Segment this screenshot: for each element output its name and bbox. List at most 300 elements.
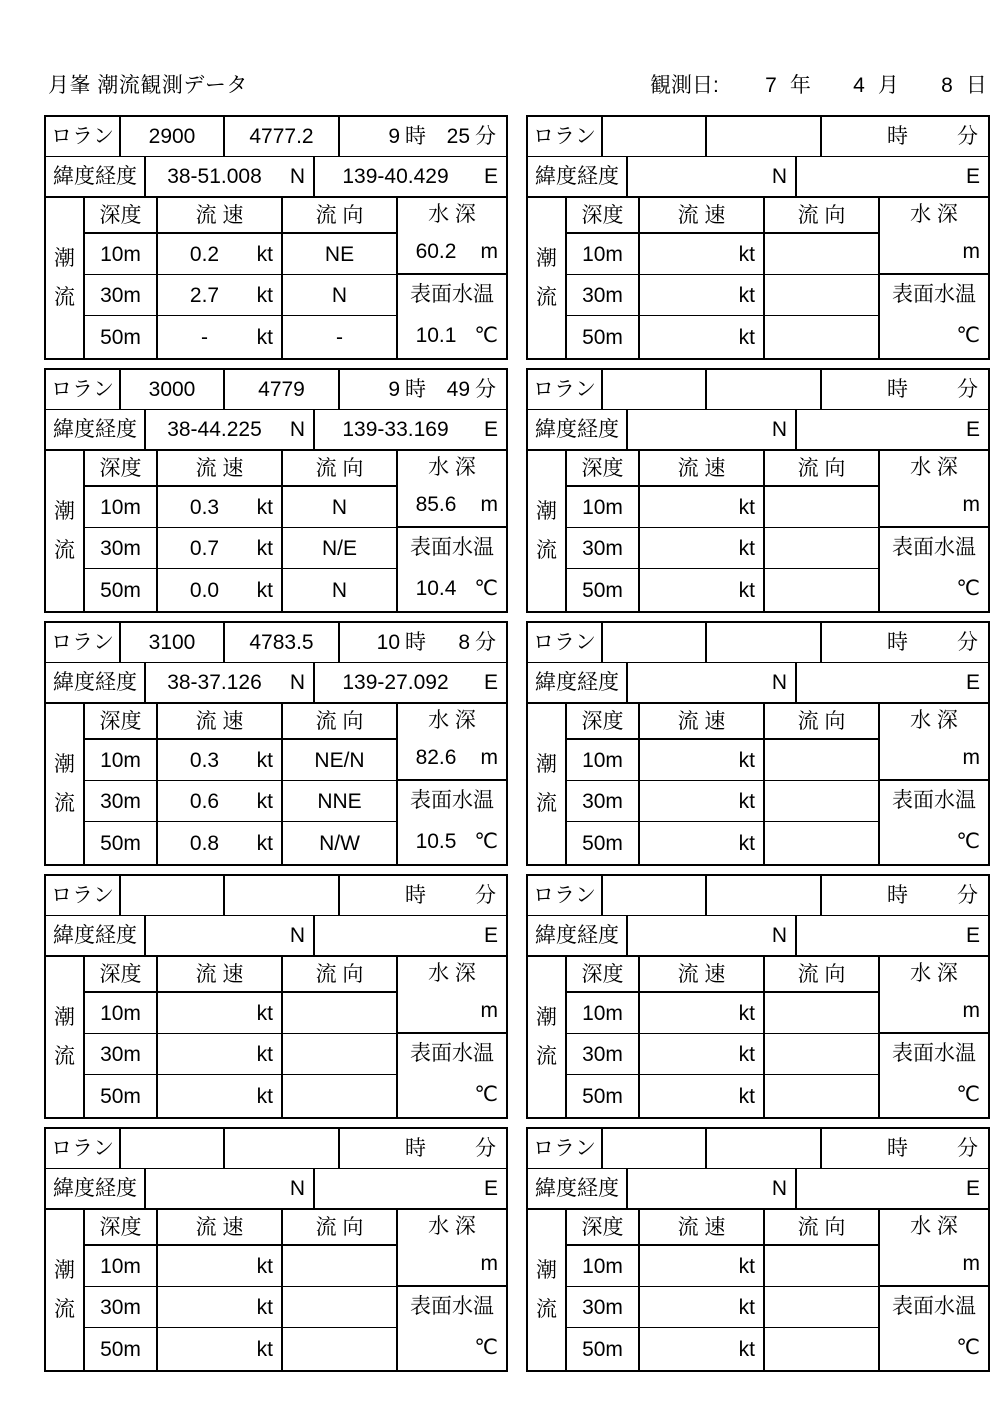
water-depth-cell	[398, 957, 506, 1034]
latlon-label: 緯度経度	[528, 916, 628, 955]
current-table	[46, 198, 506, 358]
latitude-cell	[628, 663, 797, 702]
current-table	[46, 1210, 506, 1370]
tidal-current-char-1: 潮	[54, 753, 75, 776]
latlon-row	[46, 663, 506, 704]
minute-unit-label: 分	[475, 884, 496, 907]
station-block	[526, 115, 990, 360]
latlon-row	[46, 1169, 506, 1210]
surface-temp-cell	[398, 1287, 506, 1370]
time-cell	[340, 1129, 506, 1168]
time-cell	[822, 1129, 988, 1168]
kt-unit-label: kt	[738, 1337, 755, 1361]
tidal-current-char-1: 潮	[54, 1259, 75, 1282]
depth-row-label-50m: 50m	[85, 822, 158, 864]
speed-cell-10m	[158, 740, 283, 781]
hour-unit-label: 時	[405, 631, 426, 654]
speed-header: 流 速	[158, 957, 283, 993]
water-depth-cell	[398, 704, 506, 781]
tidal-current-char-1: 潮	[536, 1259, 557, 1282]
current-table	[528, 704, 988, 864]
kt-unit-label: kt	[256, 242, 273, 266]
hour-unit-label: 時	[887, 1137, 908, 1160]
latlon-label: 緯度経度	[46, 916, 146, 955]
water-depth-cell	[398, 451, 506, 528]
loran-value-1	[603, 370, 707, 409]
hour-value: 9	[388, 125, 400, 148]
direction-value-30m: N/E	[283, 528, 398, 569]
minute-unit-label: 分	[957, 631, 978, 654]
loran-value-2: 4779	[225, 370, 340, 409]
speed-cell-30m	[158, 1034, 283, 1075]
surface-temp-label: 表面水温	[410, 1041, 494, 1065]
longitude-cell	[797, 663, 988, 702]
loran-value-1: 3000	[121, 370, 225, 409]
kt-unit-label: kt	[256, 1084, 273, 1108]
loran-value-1: 3100	[121, 623, 225, 662]
loran-label: ロラン	[528, 1129, 603, 1168]
kt-unit-label: kt	[738, 1084, 755, 1108]
latitude-cell	[146, 157, 315, 196]
tidal-current-char-1: 潮	[536, 500, 557, 523]
longitude-cell	[797, 410, 988, 449]
kt-unit-label: kt	[738, 1254, 755, 1278]
depth-row-label-30m: 30m	[85, 275, 158, 316]
depth-row-label-50m: 50m	[85, 1075, 158, 1117]
direction-header: 流 向	[283, 451, 398, 487]
surface-temp-label: 表面水温	[892, 282, 976, 306]
surface-temp-label: 表面水温	[892, 788, 976, 812]
depth-row-label-50m: 50m	[567, 316, 640, 358]
direction-value-10m: NE	[283, 234, 398, 275]
kt-unit-label: kt	[256, 283, 273, 307]
direction-value-10m	[765, 234, 880, 275]
year-unit-label: 年	[789, 74, 811, 97]
speed-cell-50m	[158, 316, 283, 358]
current-table	[46, 704, 506, 864]
loran-label: ロラン	[46, 623, 121, 662]
station-block	[44, 621, 508, 866]
loran-label: ロラン	[46, 1129, 121, 1168]
tidal-current-char-1: 潮	[536, 247, 557, 270]
latitude-cell	[146, 1169, 315, 1208]
tidal-current-label	[46, 451, 85, 611]
depth-row-label-10m: 10m	[567, 740, 640, 781]
surface-temp-cell	[398, 1034, 506, 1117]
north-label: N	[289, 671, 305, 694]
water-depth-header: 水 深	[910, 1214, 958, 1238]
speed-header: 流 速	[640, 198, 765, 234]
latitude-cell	[146, 663, 315, 702]
surface-temp-value: 10.5	[415, 830, 457, 853]
kt-unit-label: kt	[738, 831, 755, 855]
tidal-current-label	[528, 704, 567, 864]
station-block	[526, 621, 990, 866]
speed-cell-10m	[640, 740, 765, 781]
depth-header: 深度	[567, 451, 640, 487]
east-label: E	[965, 671, 980, 694]
depth-row-label-50m: 50m	[85, 1328, 158, 1370]
loran-label: ロラン	[46, 370, 121, 409]
direction-value-10m	[283, 1246, 398, 1287]
north-label: N	[771, 165, 787, 188]
depth-header: 深度	[85, 704, 158, 740]
east-label: E	[483, 924, 498, 947]
time-cell	[822, 370, 988, 409]
tidal-current-label	[528, 957, 567, 1117]
depth-row-label-50m: 50m	[567, 1075, 640, 1117]
celsius-unit-label: ℃	[956, 1083, 980, 1106]
water-depth-header: 水 深	[428, 961, 476, 985]
minute-unit-label: 分	[475, 125, 496, 148]
direction-value-10m	[765, 1246, 880, 1287]
direction-value-10m	[765, 487, 880, 528]
speed-header: 流 速	[640, 1210, 765, 1246]
kt-unit-label: kt	[256, 1254, 273, 1278]
east-label: E	[483, 1177, 498, 1200]
depth-row-label-30m: 30m	[85, 781, 158, 822]
water-depth-cell	[880, 704, 988, 781]
direction-header: 流 向	[283, 704, 398, 740]
minute-unit-label: 分	[475, 378, 496, 401]
surface-temp-cell	[880, 1034, 988, 1117]
direction-value-50m	[765, 1328, 880, 1370]
hour-unit-label: 時	[887, 631, 908, 654]
day-unit-label: 日	[965, 74, 987, 97]
latlon-label: 緯度経度	[528, 1169, 628, 1208]
surface-temp-label: 表面水温	[410, 1294, 494, 1318]
speed-cell-50m	[640, 569, 765, 611]
latlon-row	[528, 663, 988, 704]
kt-unit-label: kt	[738, 1295, 755, 1319]
time-cell	[340, 370, 506, 409]
north-label: N	[771, 1177, 787, 1200]
depth-row-label-10m: 10m	[85, 487, 158, 528]
latitude-cell	[146, 410, 315, 449]
loran-value-1	[603, 117, 707, 156]
direction-value-10m	[765, 993, 880, 1034]
direction-value-10m	[283, 993, 398, 1034]
water-depth-header: 水 深	[910, 455, 958, 479]
direction-value-30m	[765, 781, 880, 822]
loran-value-2: 4783.5	[225, 623, 340, 662]
depth-row-label-30m: 30m	[567, 275, 640, 316]
direction-header: 流 向	[765, 704, 880, 740]
speed-value-30m: 2.7	[189, 283, 220, 307]
direction-header: 流 向	[283, 957, 398, 993]
direction-value-50m	[283, 1328, 398, 1370]
celsius-unit-label: ℃	[956, 577, 980, 600]
speed-cell-30m	[158, 528, 283, 569]
loran-value-2	[707, 370, 822, 409]
water-depth-cell	[880, 957, 988, 1034]
depth-row-label-30m: 30m	[85, 528, 158, 569]
observation-year-value: 7	[765, 74, 777, 97]
speed-cell-10m	[158, 487, 283, 528]
latlon-row	[46, 410, 506, 451]
depth-header: 深度	[567, 198, 640, 234]
water-depth-cell	[880, 451, 988, 528]
direction-value-50m	[765, 569, 880, 611]
latitude-cell	[628, 916, 797, 955]
direction-header: 流 向	[283, 1210, 398, 1246]
meter-unit-label: m	[480, 746, 498, 769]
depth-row-label-50m: 50m	[85, 316, 158, 358]
east-label: E	[483, 165, 498, 188]
hour-unit-label: 時	[405, 884, 426, 907]
speed-cell-30m	[158, 275, 283, 316]
observation-date	[650, 75, 987, 96]
speed-value-10m: 0.2	[189, 242, 220, 266]
surface-temp-cell	[398, 528, 506, 611]
north-label: N	[289, 924, 305, 947]
station-block	[44, 874, 508, 1119]
depth-header: 深度	[85, 1210, 158, 1246]
depth-row-label-10m: 10m	[567, 993, 640, 1034]
east-label: E	[483, 671, 498, 694]
celsius-unit-label: ℃	[956, 830, 980, 853]
speed-value-30m: 0.6	[189, 789, 220, 813]
meter-unit-label: m	[480, 999, 498, 1022]
kt-unit-label: kt	[738, 789, 755, 813]
speed-cell-10m	[640, 487, 765, 528]
surface-temp-label: 表面水温	[410, 535, 494, 559]
depth-row-label-30m: 30m	[567, 1034, 640, 1075]
meter-unit-label: m	[962, 746, 980, 769]
celsius-unit-label: ℃	[956, 1336, 980, 1359]
hour-value: 9	[388, 378, 400, 401]
hour-unit-label: 時	[405, 125, 426, 148]
surface-temp-value: 10.1	[415, 324, 457, 347]
tidal-current-char-2: 流	[536, 792, 557, 815]
depth-row-label-10m: 10m	[567, 1246, 640, 1287]
tidal-current-char-1: 潮	[54, 1006, 75, 1029]
loran-row	[528, 876, 988, 916]
east-label: E	[965, 165, 980, 188]
station-block	[526, 368, 990, 613]
tidal-current-label	[528, 1210, 567, 1370]
kt-unit-label: kt	[738, 578, 755, 602]
kt-unit-label: kt	[738, 495, 755, 519]
latlon-label: 緯度経度	[46, 410, 146, 449]
north-label: N	[771, 924, 787, 947]
tidal-current-char-2: 流	[54, 792, 75, 815]
direction-value-50m	[765, 822, 880, 864]
speed-cell-30m	[640, 1034, 765, 1075]
station-block	[44, 368, 508, 613]
depth-row-label-10m: 10m	[85, 993, 158, 1034]
surface-temp-cell	[880, 781, 988, 864]
speed-header: 流 速	[640, 957, 765, 993]
kt-unit-label: kt	[738, 1042, 755, 1066]
loran-label: ロラン	[528, 623, 603, 662]
longitude-value: 139-27.092	[342, 671, 449, 694]
loran-label: ロラン	[528, 117, 603, 156]
north-label: N	[771, 671, 787, 694]
depth-row-label-30m: 30m	[567, 1287, 640, 1328]
speed-cell-50m	[640, 822, 765, 864]
tidal-current-label	[46, 704, 85, 864]
depth-row-label-10m: 10m	[85, 1246, 158, 1287]
longitude-cell	[315, 157, 506, 196]
tidal-current-char-2: 流	[54, 1298, 75, 1321]
kt-unit-label: kt	[256, 578, 273, 602]
direction-value-30m	[765, 1034, 880, 1075]
loran-value-1	[603, 1129, 707, 1168]
page-title: 月峯 潮流観測データ	[48, 74, 248, 97]
tidal-current-char-2: 流	[54, 286, 75, 309]
latlon-row	[528, 1169, 988, 1210]
tidal-current-char-2: 流	[536, 539, 557, 562]
loran-row	[46, 876, 506, 916]
speed-cell-10m	[640, 234, 765, 275]
minute-unit-label: 分	[957, 125, 978, 148]
water-depth-value: 82.6	[415, 746, 457, 769]
celsius-unit-label: ℃	[474, 577, 498, 600]
depth-row-label-10m: 10m	[85, 234, 158, 275]
direction-value-10m: N	[283, 487, 398, 528]
longitude-cell	[315, 916, 506, 955]
kt-unit-label: kt	[738, 325, 755, 349]
hour-unit-label: 時	[887, 125, 908, 148]
observation-date-label: 観測日:	[650, 74, 719, 97]
direction-value-30m	[765, 528, 880, 569]
surface-temp-value: 10.4	[415, 577, 457, 600]
speed-cell-50m	[158, 1328, 283, 1370]
tidal-current-char-1: 潮	[536, 753, 557, 776]
tidal-current-char-2: 流	[536, 1298, 557, 1321]
depth-row-label-10m: 10m	[85, 740, 158, 781]
surface-temp-cell	[880, 275, 988, 358]
kt-unit-label: kt	[738, 748, 755, 772]
stations-grid	[44, 115, 990, 1372]
north-label: N	[289, 165, 305, 188]
latitude-cell	[628, 157, 797, 196]
tidal-current-label	[46, 198, 85, 358]
direction-value-50m: N	[283, 569, 398, 611]
longitude-value: 139-40.429	[342, 165, 449, 188]
hour-unit-label: 時	[405, 1137, 426, 1160]
minute-value: 49	[446, 378, 470, 401]
latlon-row	[528, 410, 988, 451]
water-depth-value: 60.2	[415, 240, 457, 263]
loran-value-2: 4777.2	[225, 117, 340, 156]
tidal-current-char-2: 流	[54, 539, 75, 562]
east-label: E	[965, 924, 980, 947]
water-depth-cell	[398, 198, 506, 275]
tidal-current-char-1: 潮	[54, 247, 75, 270]
tidal-current-label	[46, 957, 85, 1117]
water-depth-header: 水 深	[428, 455, 476, 479]
depth-row-label-50m: 50m	[85, 569, 158, 611]
longitude-cell	[797, 157, 988, 196]
celsius-unit-label: ℃	[474, 830, 498, 853]
direction-value-10m	[765, 740, 880, 781]
meter-unit-label: m	[480, 1252, 498, 1275]
loran-value-2	[707, 117, 822, 156]
loran-row	[528, 117, 988, 157]
speed-value-10m: 0.3	[189, 495, 220, 519]
meter-unit-label: m	[962, 999, 980, 1022]
minute-unit-label: 分	[475, 1137, 496, 1160]
speed-cell-50m	[158, 569, 283, 611]
hour-value: 10	[376, 631, 400, 654]
direction-value-50m	[283, 1075, 398, 1117]
surface-temp-cell	[398, 275, 506, 358]
latlon-label: 緯度経度	[46, 663, 146, 702]
east-label: E	[483, 418, 498, 441]
latlon-label: 緯度経度	[528, 410, 628, 449]
direction-header: 流 向	[765, 451, 880, 487]
speed-cell-10m	[158, 993, 283, 1034]
water-depth-cell	[398, 1210, 506, 1287]
direction-value-30m	[283, 1287, 398, 1328]
time-cell	[340, 876, 506, 915]
current-table	[528, 451, 988, 611]
depth-row-label-30m: 30m	[85, 1287, 158, 1328]
surface-temp-cell	[880, 1287, 988, 1370]
latlon-row	[528, 916, 988, 957]
latlon-row	[528, 157, 988, 198]
kt-unit-label: kt	[256, 1337, 273, 1361]
minute-unit-label: 分	[957, 378, 978, 401]
loran-label: ロラン	[528, 876, 603, 915]
latitude-value: 38-44.225	[167, 418, 262, 441]
loran-value-2	[225, 1129, 340, 1168]
water-depth-cell	[880, 198, 988, 275]
water-depth-value: 85.6	[415, 493, 457, 516]
speed-cell-10m	[158, 234, 283, 275]
current-table	[528, 957, 988, 1117]
direction-value-30m	[765, 1287, 880, 1328]
direction-header: 流 向	[283, 198, 398, 234]
speed-header: 流 速	[640, 704, 765, 740]
surface-temp-cell	[398, 781, 506, 864]
speed-value-30m: 0.7	[189, 536, 220, 560]
meter-unit-label: m	[480, 240, 498, 263]
celsius-unit-label: ℃	[474, 324, 498, 347]
depth-header: 深度	[567, 957, 640, 993]
hour-unit-label: 時	[887, 884, 908, 907]
direction-value-50m	[765, 316, 880, 358]
depth-row-label-50m: 50m	[567, 1328, 640, 1370]
speed-cell-10m	[640, 993, 765, 1034]
meter-unit-label: m	[962, 493, 980, 516]
celsius-unit-label: ℃	[474, 1083, 498, 1106]
water-depth-cell	[880, 1210, 988, 1287]
depth-header: 深度	[85, 451, 158, 487]
loran-value-1	[121, 876, 225, 915]
time-cell	[822, 623, 988, 662]
loran-value-2	[707, 1129, 822, 1168]
direction-value-50m: -	[283, 316, 398, 358]
latitude-cell	[146, 916, 315, 955]
surface-temp-label: 表面水温	[892, 1041, 976, 1065]
latitude-cell	[628, 410, 797, 449]
minute-value: 8	[458, 631, 470, 654]
longitude-cell	[315, 1169, 506, 1208]
depth-row-label-50m: 50m	[567, 569, 640, 611]
latlon-label: 緯度経度	[528, 663, 628, 702]
speed-value-50m: 0.8	[189, 831, 220, 855]
kt-unit-label: kt	[738, 283, 755, 307]
latlon-row	[46, 157, 506, 198]
speed-cell-30m	[640, 781, 765, 822]
direction-value-50m	[765, 1075, 880, 1117]
loran-row	[528, 370, 988, 410]
kt-unit-label: kt	[256, 1001, 273, 1025]
speed-cell-50m	[640, 316, 765, 358]
